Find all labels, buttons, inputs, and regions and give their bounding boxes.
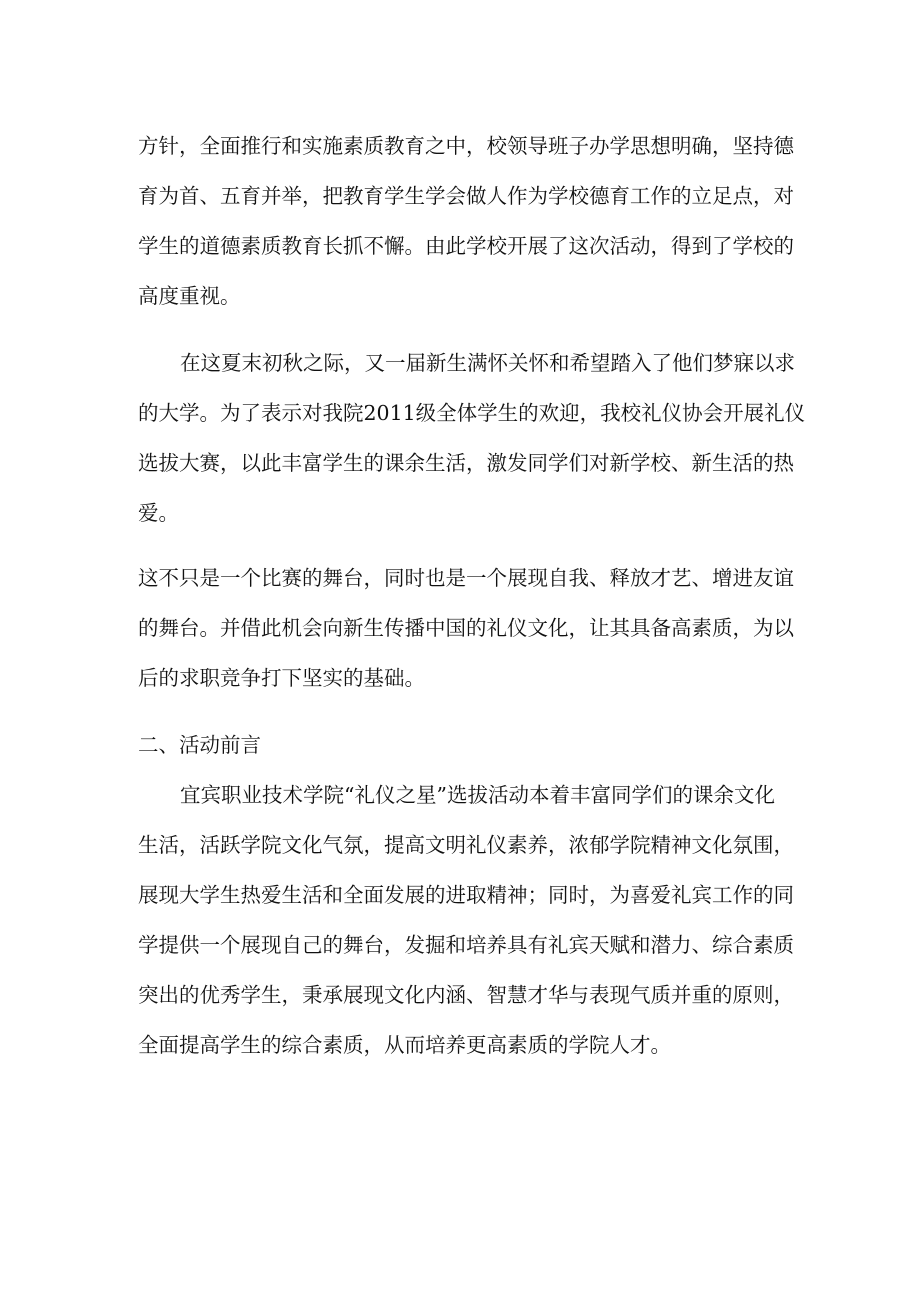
- text-line: 爱。: [138, 501, 179, 525]
- text-line: 方针，全面推行和实施素质教育之中，校领导班子办学思想明确，坚持德: [138, 134, 794, 158]
- text-line: 的舞台。并借此机会向新生传播中国的礼仪文化，让其具备高素质，为以: [138, 616, 794, 640]
- text-line: 宜宾职业技术学院“礼仪之星”选拔活动本着丰富同学们的课余文化: [180, 783, 775, 807]
- text-line: 全面提高学生的综合素质，从而培养更高素质的学院人才。: [138, 1033, 671, 1057]
- section-heading: 二、活动前言: [138, 733, 261, 757]
- text-line: 在这夏末初秋之际，又一届新生满怀关怀和希望踏入了他们梦寐以求: [180, 351, 795, 375]
- text-line: 突出的优秀学生，秉承展现文化内涵、智慧才华与表现气质并重的原则，: [138, 983, 794, 1007]
- text-line: 育为首、五育并举，把教育学生学会做人作为学校德育工作的立足点，对: [138, 184, 794, 208]
- text-line: 展现大学生热爱生活和全面发展的进取精神；同时，为喜爱礼宾工作的同: [138, 883, 794, 907]
- text-line: 高度重视。: [138, 284, 241, 308]
- text-line: 选拔大赛，以此丰富学生的课余生活，激发同学们对新学校、新生活的热: [138, 451, 794, 475]
- text-line: 后的求职竞争打下坚实的基础。: [138, 666, 425, 690]
- text-line: 这不只是一个比赛的舞台，同时也是一个展现自我、释放才艺、增进友谊: [138, 566, 794, 590]
- text-line: 学生的道德素质教育长抓不懈。由此学校开展了这次活动，得到了学校的: [138, 234, 794, 258]
- text-line: 生活，活跃学院文化气氛，提高文明礼仪素养，浓郁学院精神文化氛围，: [138, 833, 794, 857]
- text-line: 的大学。为了表示对我院2011级全体学生的欢迎，我校礼仪协会开展礼仪: [138, 401, 806, 425]
- text-line: 学提供一个展现自己的舞台，发掘和培养具有礼宾天赋和潜力、综合素质: [138, 933, 794, 957]
